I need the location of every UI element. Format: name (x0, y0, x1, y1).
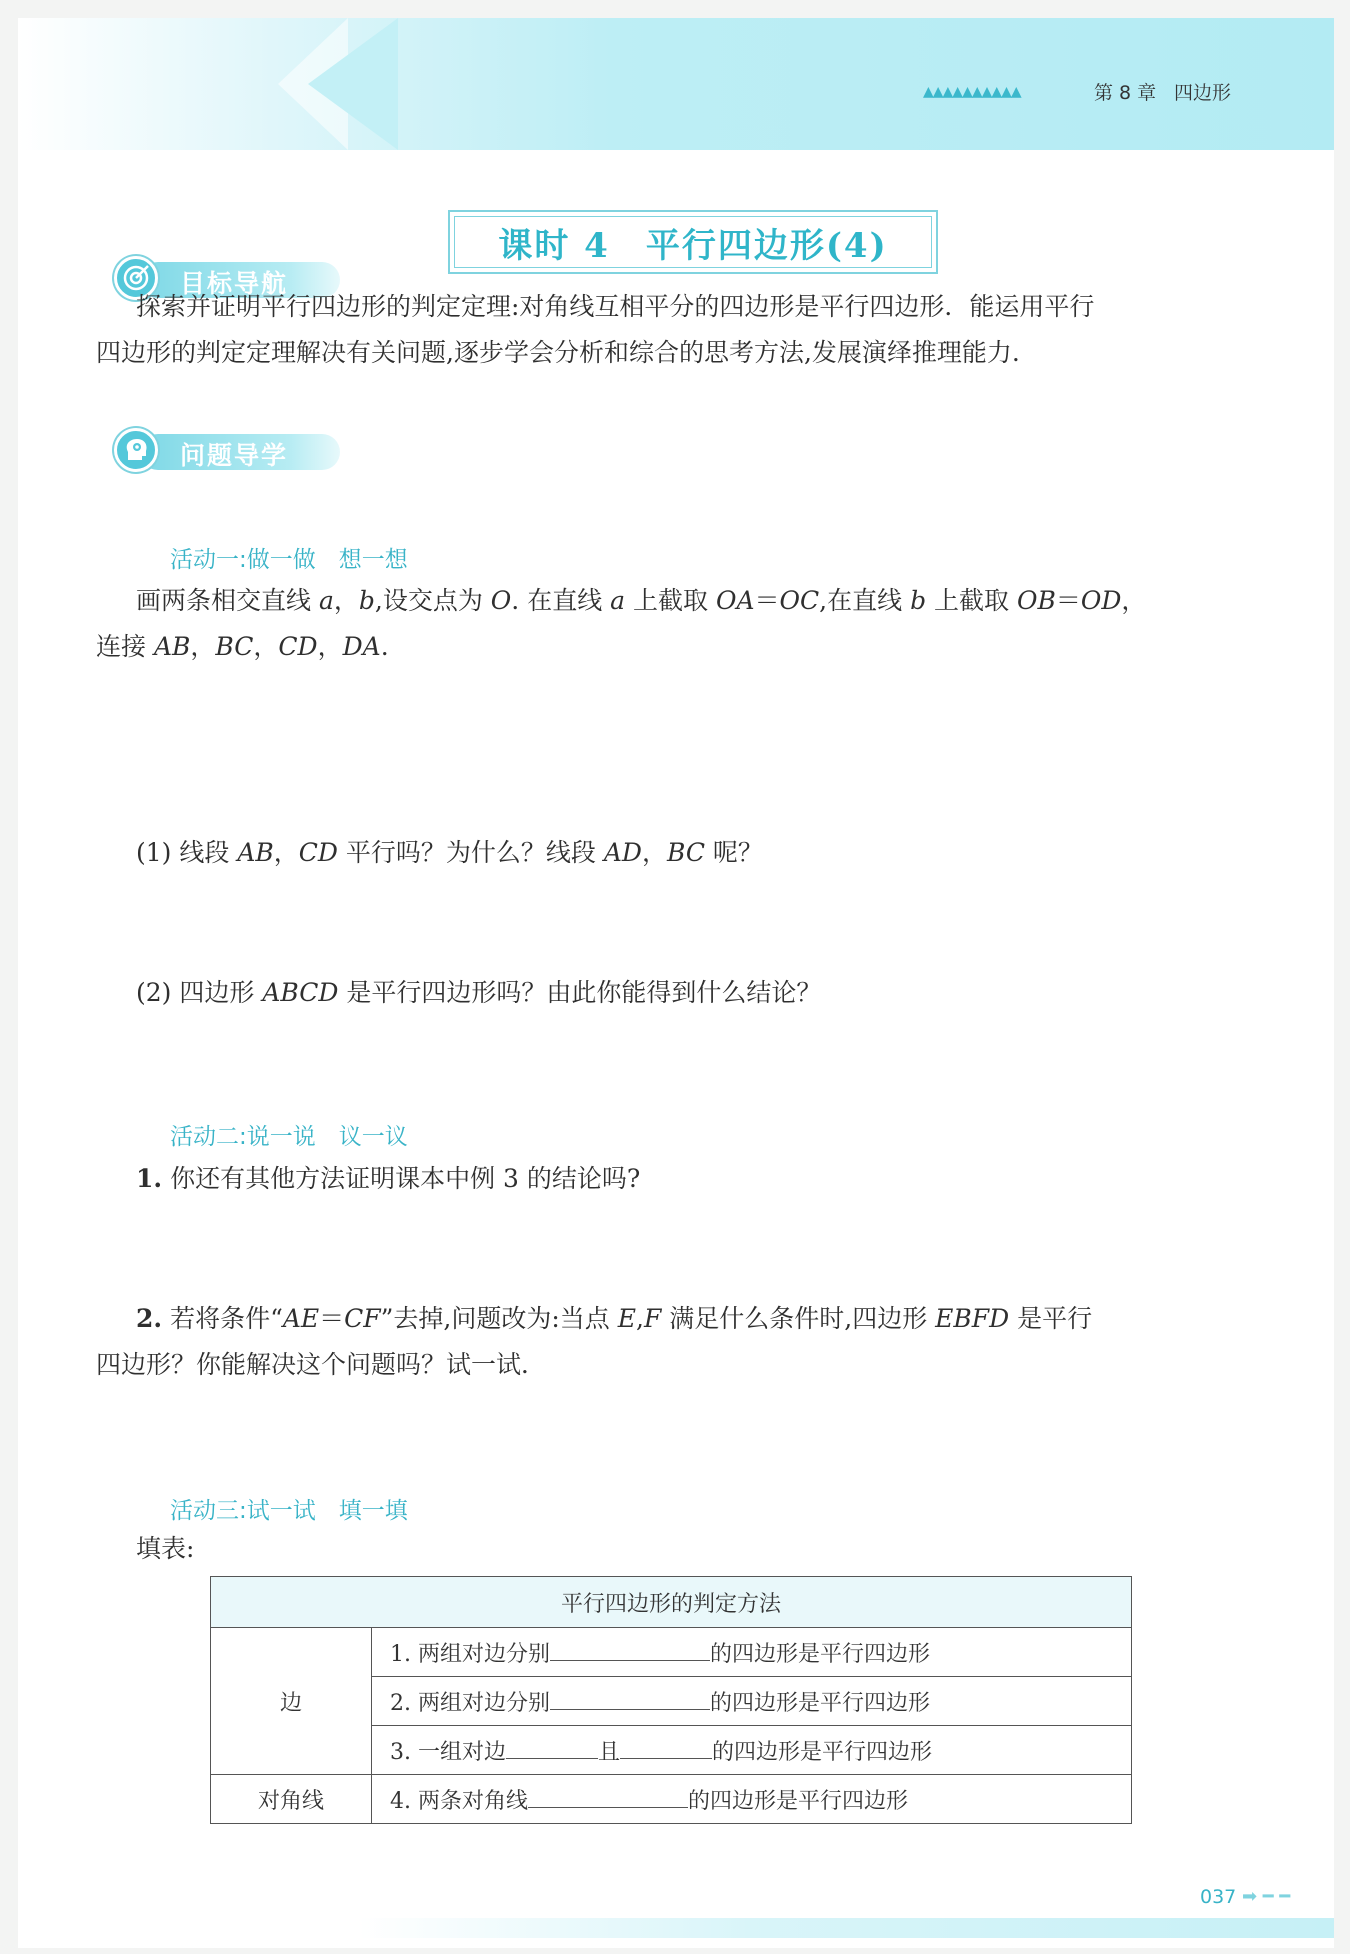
activity-1-question-2: (2) 四边形 ABCD 是平行四边形吗？由此你能得到什么结论？ (136, 978, 822, 1007)
header-band (18, 18, 1334, 150)
table-cell: 4. 两条对角线 的四边形是平行四边形 (372, 1775, 1132, 1824)
activity-2-question-1: 1. 你还有其他方法证明课本中例 3 的结论吗? (136, 1164, 641, 1193)
goals-line-1: 探索并证明平行四边形的判定定理:对角线互相平分的四边形是平行四边形．能运用平行 (136, 292, 1095, 321)
table-cell: 1. 两组对边分别 的四边形是平行四边形 (372, 1628, 1132, 1677)
fill-blank[interactable] (550, 1638, 710, 1661)
page-number: 037 (1200, 1886, 1237, 1908)
mountain-icon: ▲▲▲▲▲▲▲▲▲▲ (923, 84, 1021, 100)
textbook-page (18, 18, 1334, 1948)
activity-2-title: 活动二:说一说 议一议 (170, 1124, 408, 1150)
table-cell: 3. 一组对边 且 的四边形是平行四边形 (372, 1726, 1132, 1775)
goals-badge-label: 目标导航 (180, 269, 289, 298)
fill-blank[interactable] (550, 1687, 710, 1710)
lesson-title: 课时 4 平行四边形(4) (498, 225, 888, 266)
activity-2-question-2-line-1: 2. 若将条件“AE＝CF”去掉,问题改为:当点 E,F 满足什么条件时,四边形 EBFD 是平行 (136, 1304, 1093, 1333)
activity-3-instruction: 填表: (136, 1534, 195, 1563)
category-diagonal: 对角线 (211, 1775, 372, 1824)
table-cell: 2. 两组对边分别 的四边形是平行四边形 (372, 1677, 1132, 1726)
header-decoration (308, 18, 398, 150)
activity-3-title: 活动三:试一试 填一填 (170, 1498, 408, 1524)
lesson-title-box (448, 210, 938, 274)
goals-line-2: 四边形的判定定理解决有关问题,逐步学会分析和综合的思考方法,发展演绎推理能力. (96, 338, 1020, 367)
fill-blank[interactable] (620, 1736, 712, 1759)
fill-blank[interactable] (506, 1736, 598, 1759)
table-header-row (211, 1577, 1132, 1628)
category-side: 边 (211, 1628, 372, 1775)
arrow-right-icon: ➡ ━ ━ (1242, 1886, 1291, 1907)
guide-badge-label: 问题导学 (180, 441, 289, 470)
footer-band (358, 1918, 1334, 1938)
fill-blank[interactable] (528, 1785, 688, 1808)
activity-2-question-2-line-2: 四边形？你能解决这个问题吗？试一试． (96, 1350, 547, 1379)
chapter-name: 四边形 (1174, 82, 1232, 104)
table-header: 平行四边形的判定方法 (211, 1577, 1132, 1628)
chapter-number: 第 8 章 (1094, 82, 1157, 104)
activity-1-title: 活动一:做一做 想一想 (170, 547, 408, 573)
activity-1-question-1: (1) 线段 AB，CD 平行吗？为什么？线段 AD，BC 呢？ (136, 838, 763, 867)
guide-badge (114, 428, 346, 472)
activity-1-intro-line-1: 画两条相交直线 a，b,设交点为 O. 在直线 a 上截取 OA＝OC,在直线 b 上截取 OB＝OD， (136, 586, 1147, 615)
table-row (211, 1628, 1132, 1677)
table-row (211, 1775, 1132, 1824)
thinking-head-icon (122, 436, 150, 464)
methods-table (210, 1576, 1132, 1824)
activity-1-intro-line-2: 连接 AB，BC，CD，DA. (96, 632, 389, 661)
